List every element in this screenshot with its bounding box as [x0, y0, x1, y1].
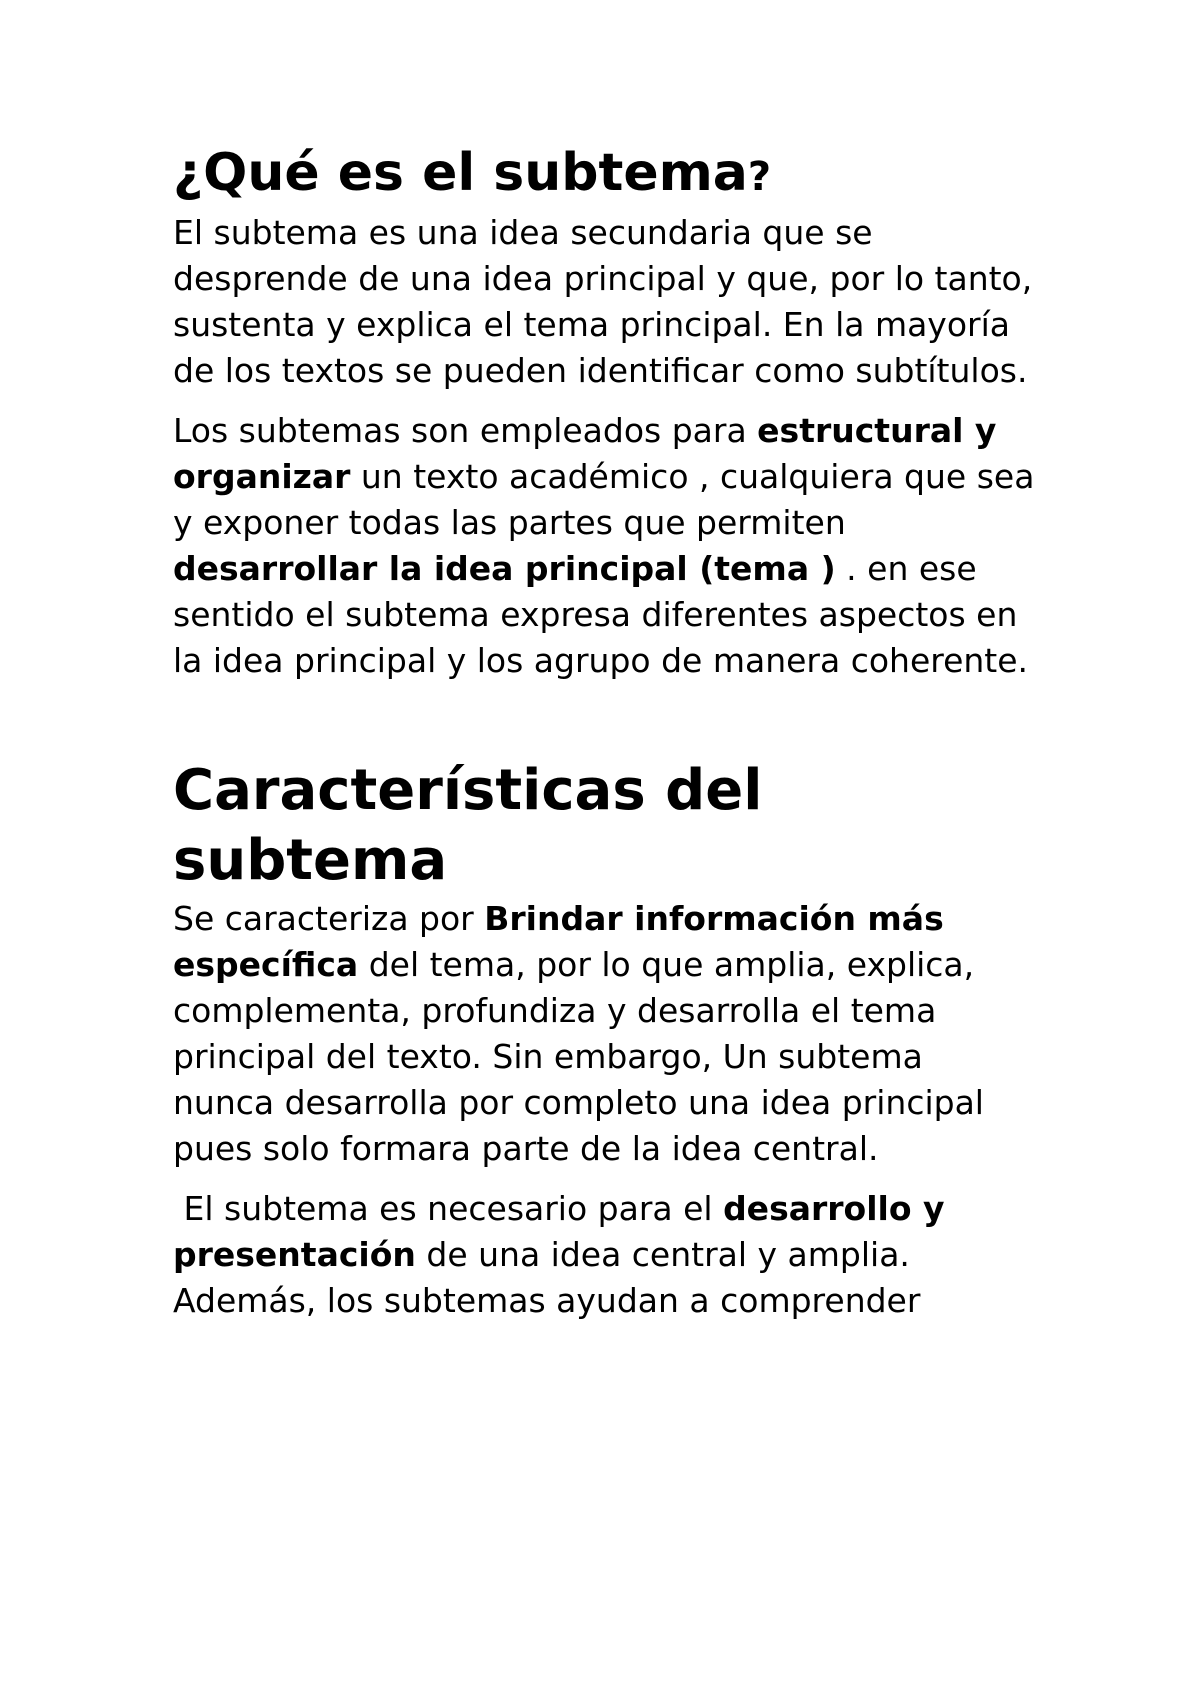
text-run: . en ese sentido el subtema expresa diferentes aspectos en la idea principal y los agrupo de manera coherente. [173, 549, 1029, 680]
document-page [173, 140, 1053, 1338]
bold-run: estructural y organizar [173, 411, 997, 496]
paragraph-definition: El subtema es una idea secundaria que se desprende de una idea principal y que, por lo tanto, sustenta y explica el tema principal. En la mayoría de los textos se pueden identificar como subtítulos. [173, 213, 1033, 390]
text-run: Los subtemas son empleados para [173, 411, 758, 450]
heading-caracteristicas: Características del subtema [173, 758, 763, 893]
bold-run: desarrollo y presentación [173, 1189, 945, 1274]
text-run: Se caracteriza por [173, 899, 485, 938]
heading-question-mark: ? [747, 154, 772, 200]
text-run: El subtema es necesario para el [173, 1189, 724, 1228]
bold-run: desarrollar la idea principal (tema ) [173, 549, 836, 588]
section-spacer [173, 698, 1053, 756]
paragraph-necesario [173, 1186, 1053, 1324]
paragraph-caracteristicas [173, 896, 1053, 1172]
bold-run: Brindar información más específica [173, 899, 944, 984]
paragraph-uso-subtemas [173, 408, 1053, 684]
text-run: de una idea central y amplia. Además, los subtemas ayudan a comprender [173, 1235, 921, 1320]
heading-text: ¿Qué es el subtema [173, 143, 748, 203]
heading-que-es-el-subtema [173, 140, 1053, 210]
text-run: del tema, por lo que amplia, explica, complementa, profundiza y desarrolla el tema principal del texto. Sin embargo, Un subtema nunca desarrolla por completo una idea principal pues solo formara parte de la idea central. [173, 945, 995, 1168]
text-run: un texto académico , cualquiera que sea y exponer todas las partes que permiten [173, 457, 1035, 542]
